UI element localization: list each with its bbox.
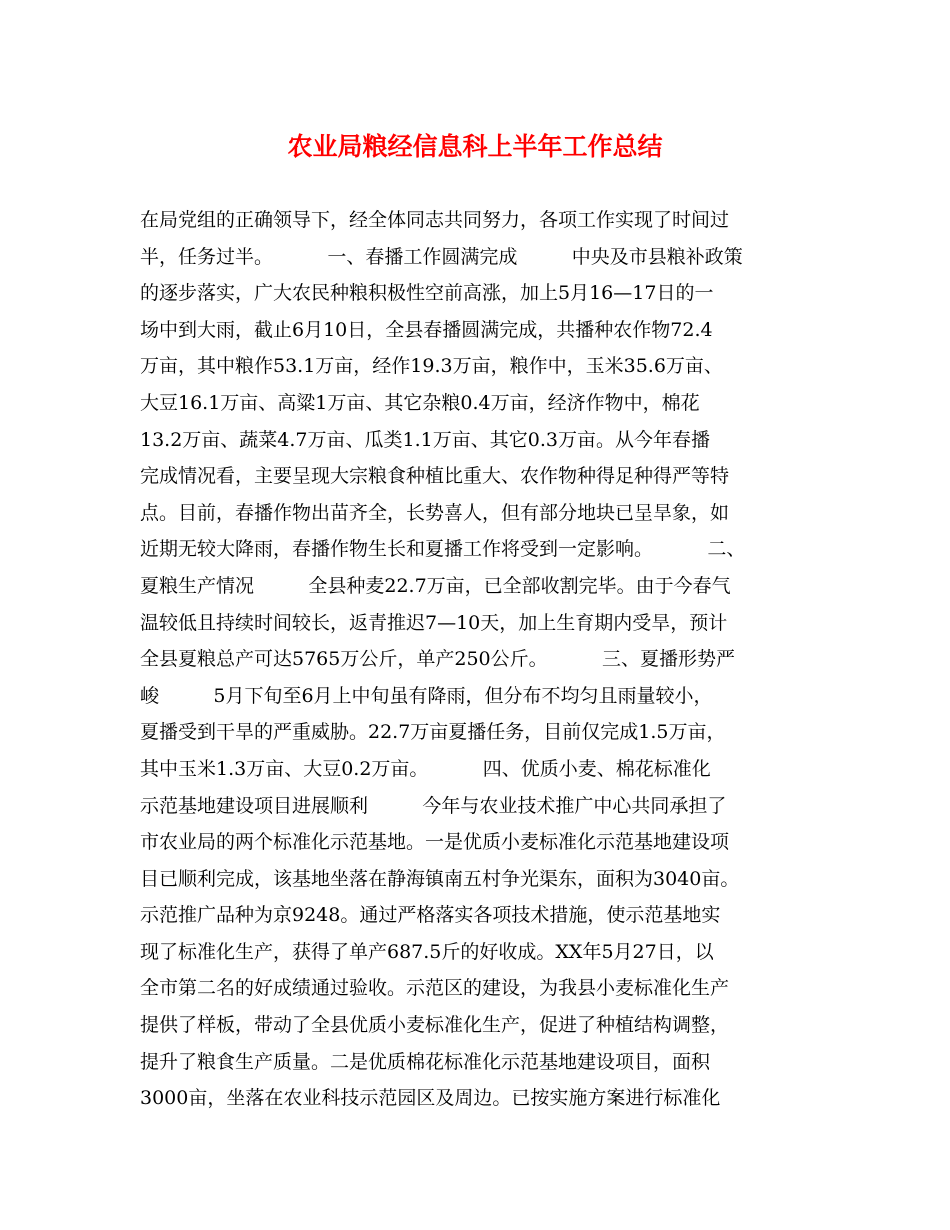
body-text-line: 13.2万亩、蔬菜4.7万亩、瓜类1.1万亩、其它0.3万亩。从今年春播	[140, 428, 710, 451]
body-text-line: 半，任务过半。 一、春播工作圆满完成 中央及市县粮补政策	[140, 245, 743, 268]
body-text-line: 3000亩，坐落在农业科技示范园区及周边。已按实施方案进行标准化	[140, 1087, 721, 1110]
document-title: 农业局粮经信息科上半年工作总结	[287, 132, 663, 161]
body-text-line: 大豆16.1万亩、高粱1万亩、其它杂粮0.4万亩，经济作物中，棉花	[140, 391, 700, 414]
body-text-line: 市农业局的两个标准化示范基地。一是优质小麦标准化示范基地建设项	[140, 831, 730, 854]
body-text-line: 近期无较大降雨，春播作物生长和夏播工作将受到一定影响。 二、	[140, 538, 746, 561]
body-text-line: 示范基地建设项目进展顺利 今年与农业技术推广中心共同承担了	[140, 794, 727, 817]
body-text-line: 其中玉米1.3万亩、大豆0.2万亩。 四、优质小麦、棉花标准化	[140, 757, 711, 780]
body-text-line: 全市第二名的好成绩通过验收。示范区的建设，为我县小麦标准化生产	[140, 977, 730, 1000]
body-text-line: 示范推广品种为京9248。通过严格落实各项技术措施，使示范基地实	[140, 904, 721, 927]
body-text-line: 峻 5月下旬至6月上中旬虽有降雨，但分布不均匀且雨量较小，	[140, 684, 713, 707]
body-text-line: 在局党组的正确领导下，经全体同志共同努力，各项工作实现了时间过	[140, 209, 730, 231]
document-body	[140, 202, 830, 1117]
body-text-line: 点。目前，春播作物出苗齐全，长势喜人，但有部分地块已呈旱象，如	[140, 501, 730, 524]
body-text-line: 全县夏粮总产可达5765万公斤，单产250公斤。 三、夏播形势严	[140, 648, 735, 671]
body-text-line: 场中到大雨，截止6月10日，全县春播圆满完成，共播种农作物72.4	[140, 318, 713, 341]
body-text-line: 完成情况看，主要呈现大宗粮食种植比重大、农作物种得足种得严等特	[140, 465, 730, 488]
body-text-line: 夏播受到干旱的严重威胁。22.7万亩夏播任务，目前仅完成1.5万亩，	[140, 721, 726, 744]
body-text-line: 提供了样板，带动了全县优质小麦标准化生产，促进了种植结构调整，	[140, 1014, 730, 1037]
body-text-line: 目已顺利完成，该基地坐落在静海镇南五村争光渠东，面积为3040亩。	[140, 867, 740, 890]
body-text-line: 夏粮生产情况 全县种麦22.7万亩，已全部收割完毕。由于今春气	[140, 574, 731, 597]
body-text-line: 现了标准化生产，获得了单产687.5斤的好收成。XX年5月27日，以	[140, 940, 714, 963]
body-text-line: 提升了粮食生产质量。二是优质棉花标准化示范基地建设项目，面积	[140, 1050, 711, 1073]
body-text-line: 的逐步落实，广大农民种粮积极性空前高涨，加上5月16—17日的一	[140, 282, 714, 305]
body-text-line: 温较低且持续时间较长，返青推迟7—10天，加上生育期内受旱，预计	[140, 611, 728, 634]
body-text-line: 万亩，其中粮作53.1万亩，经作19.3万亩，粮作中，玉米35.6万亩、	[140, 355, 723, 378]
